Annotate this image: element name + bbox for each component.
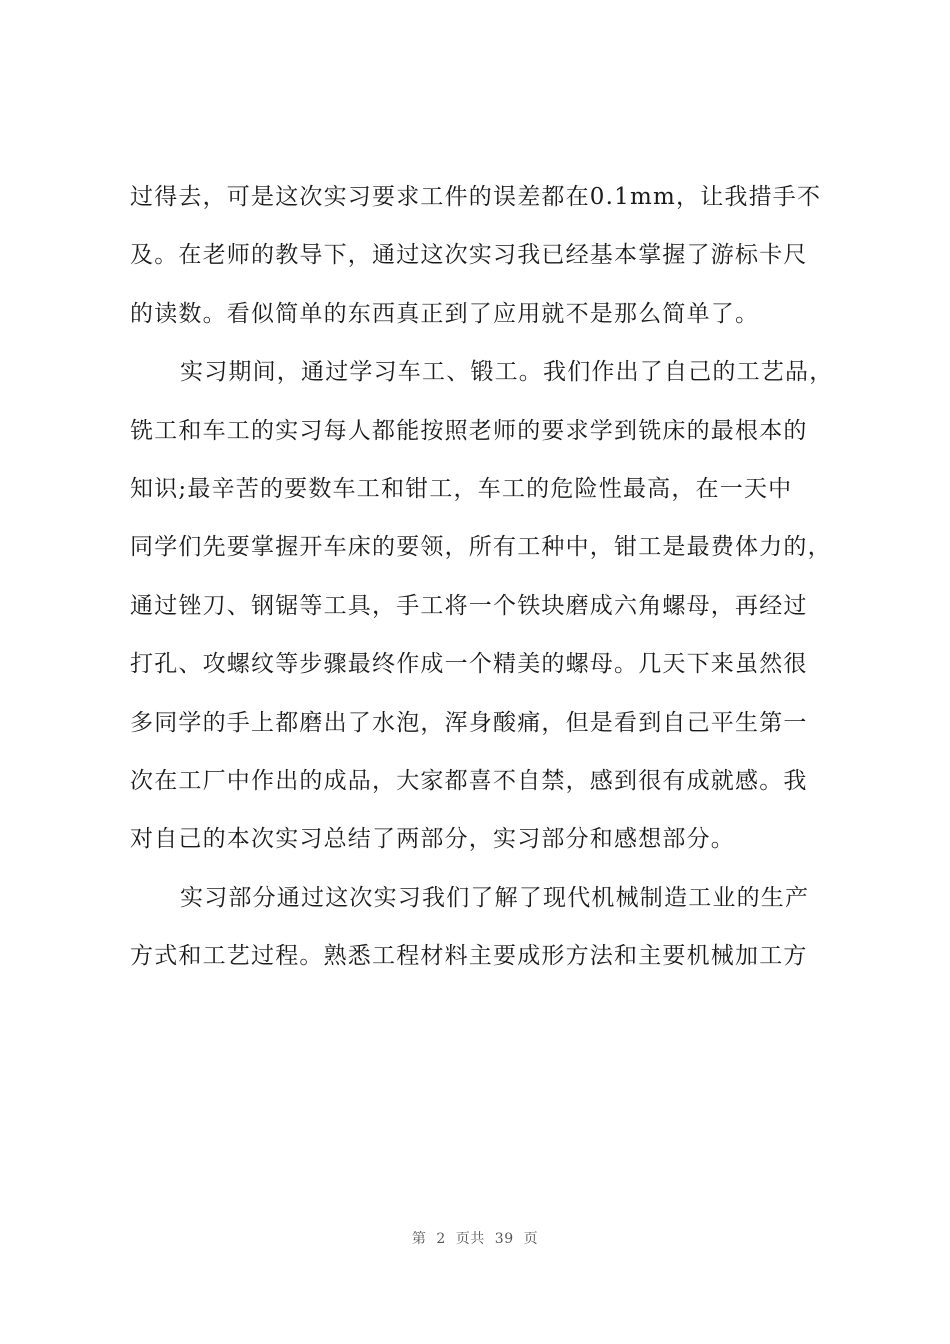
text-line: 铣工和车工的实习每人都能按照老师的要求学到铣床的最根本的 (130, 417, 808, 444)
text-line: 对自己的本次实习总结了两部分，实习部分和感想部分。 (130, 826, 735, 853)
text-line: 的读数。看似简单的东西真正到了应用就不是那么简单了。 (130, 300, 760, 327)
text-line: 通过锉刀、钢锯等工具，手工将一个铁块磨成六角螺母，再经过 (130, 592, 808, 619)
total-pages-number: 39 (494, 1231, 514, 1247)
text-line: 实习部分通过这次实习我们了解了现代机械制造工业的生产 (180, 884, 810, 911)
text-line: 同学们先要掌握开车床的要领，所有工种中，钳工是最费体力的， (130, 534, 832, 561)
text-line: 知识;最辛苦的要数车工和钳工，车工的危险性最高，在一天中 (130, 475, 793, 502)
page-footer (0, 1228, 950, 1248)
current-page-number: 2 (436, 1231, 446, 1247)
text-line: 过得去，可是这次实习要求工件的误差都在0.1mm，让我措手不 (130, 184, 822, 210)
body-text (130, 168, 850, 985)
text-line: 多同学的手上都磨出了水泡，浑身酸痛，但是看到自己平生第一 (130, 709, 808, 736)
footer-prefix: 第 (411, 1231, 427, 1247)
text-line: 实习期间，通过学习车工、锻工。我们作出了自己的工艺品， (180, 359, 834, 386)
text-line: 打孔、攻螺纹等步骤最终作成一个精美的螺母。几天下来虽然很 (130, 651, 808, 678)
text-line: 及。在老师的教导下，通过这次实习我已经基本掌握了游标卡尺 (130, 242, 808, 269)
footer-suffix: 页 (523, 1231, 539, 1247)
text-line: 方式和工艺过程。熟悉工程材料主要成形方法和主要机械加工方 (130, 943, 808, 970)
footer-middle: 页共 (455, 1231, 485, 1247)
text-line: 次在工厂中作出的成品，大家都喜不自禁，感到很有成就感。我 (130, 767, 808, 794)
